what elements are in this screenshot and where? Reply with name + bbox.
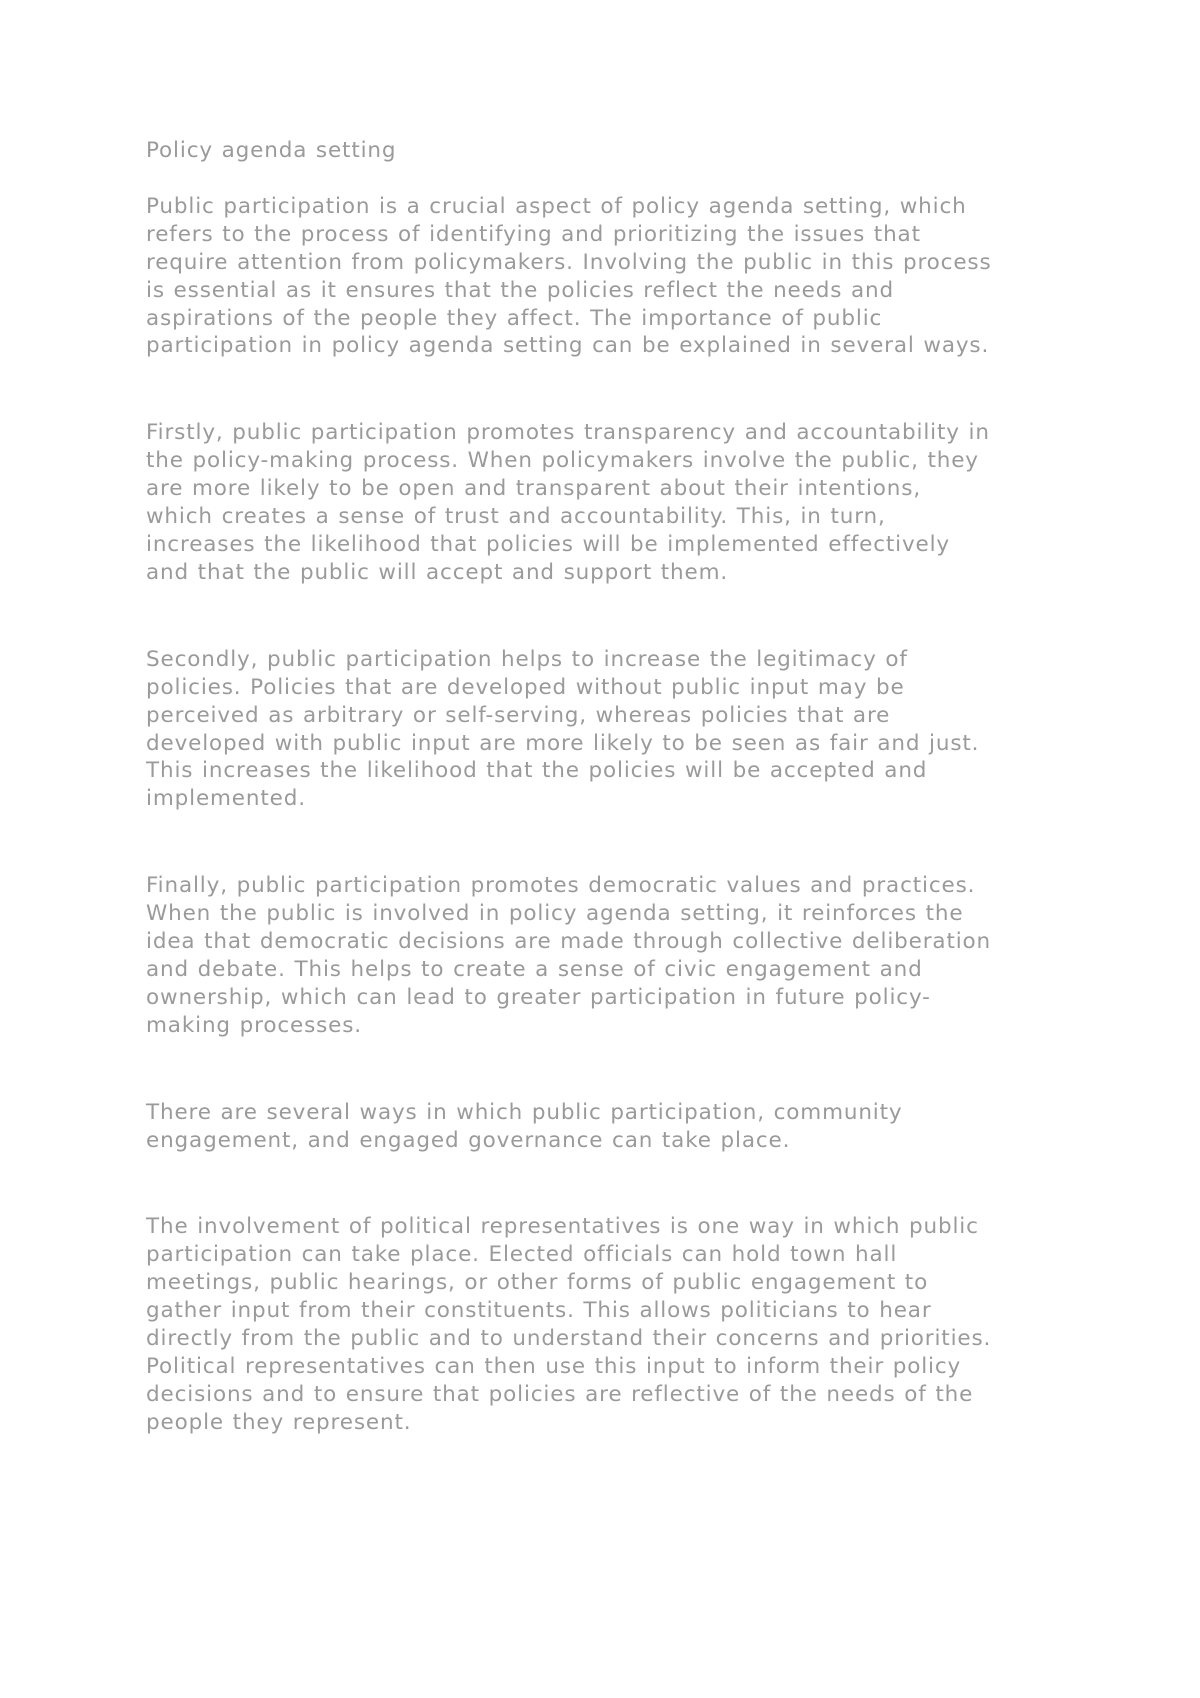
paragraph-transparency: Firstly, public participation promotes transparency and accountability in the policy-making process. When policymakers involve the public, they are more likely to be open and transparent about their intentions, which creates a sense of trust and accountability. This, in turn, increases the likelihood that policies will be implemented effectively and that the public will accept and support them. [146, 420, 990, 585]
document-page [146, 137, 1086, 1437]
paragraph-intro: Public participation is a crucial aspect of policy agenda setting, which refers to the process of identifying and prioritizing the issues that require attention from policymakers. Involving the public in this process is essential as it ensures that the policies reflect the needs and aspirations of the people they affect. The importance of public participation in policy agenda setting can be explained in several ways. [146, 193, 992, 359]
paragraph-ways-of-participation: There are several ways in which public participation, community engagement, and engaged governance can take place. [146, 1099, 903, 1153]
paragraph-legitimacy: Secondly, public participation helps to increase the legitimacy of policies. Policies that are developed without public input may be perceived as arbitrary or self-serving, whereas policies that are developed with public input are more likely to be seen as fair and just. This increases the likelihood that the policies will be accepted and implemented. [146, 646, 980, 812]
paragraph-democratic-values: Finally, public participation promotes democratic values and practices. When the public is involved in policy agenda setting, it reinforces the idea that democratic decisions are made through collective deliberation and debate. This helps to create a sense of civic engagement and ownership, which can lead to greater participation in future policy- making processes. [146, 873, 992, 1038]
document-title: Policy agenda setting [146, 138, 397, 163]
paragraph-political-representatives: The involvement of political representatives is one way in which public participation can take place. Elected officials can hold town hall meetings, public hearings, or other forms of public engagement to gather input from their constituents. This allows politicians to hear directly from the public and to understand their concerns and priorities. Political representatives can then use this input to inform their policy decisions and to ensure that policies are reflective of the needs of the people they represent. [146, 1214, 992, 1435]
